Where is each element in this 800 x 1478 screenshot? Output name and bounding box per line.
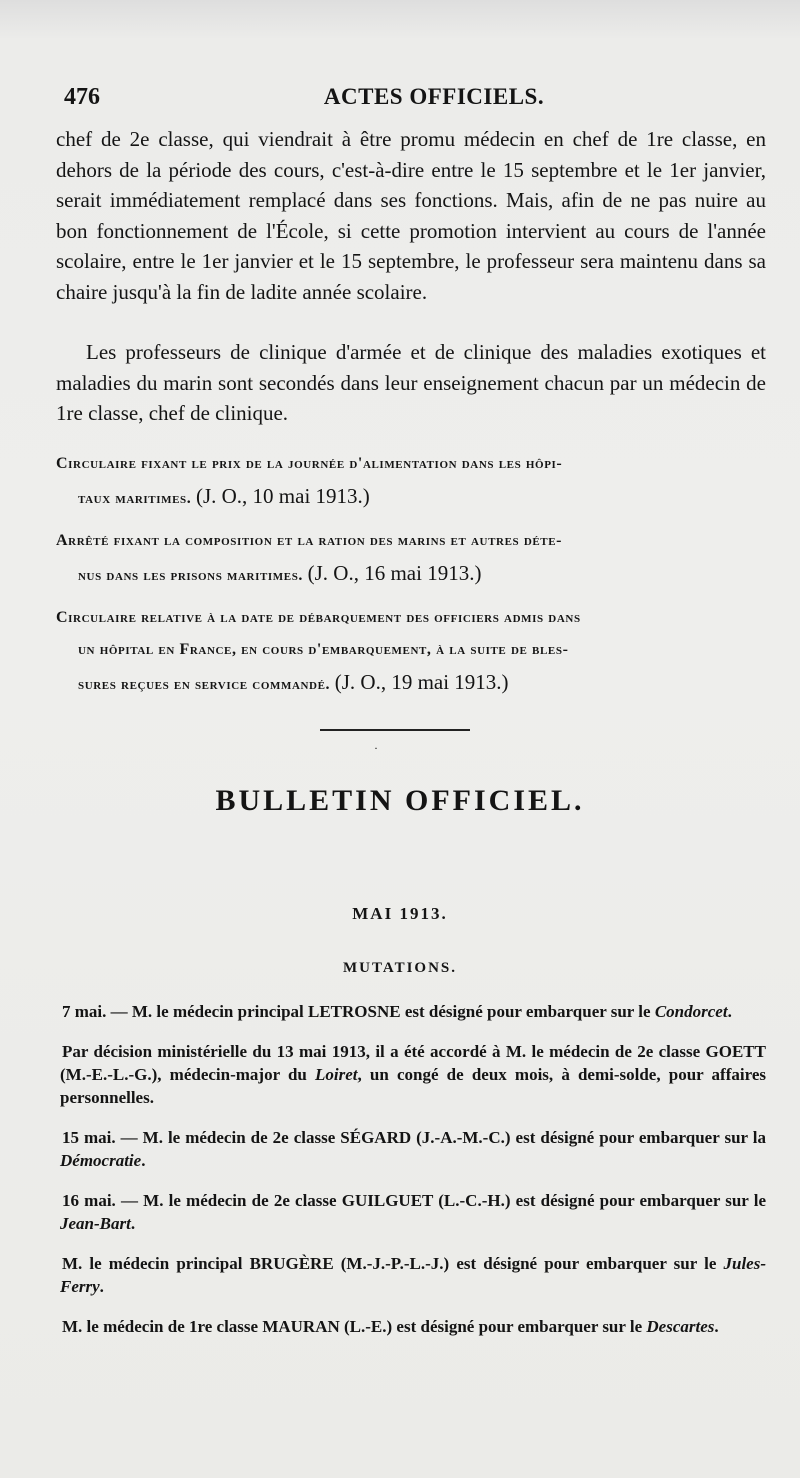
body-paragraph: Les professeurs de clinique d'armée et de clinique des maladies exotiques et maladies du marin sont secondés dans leur enseignement chacun par un médecin de 1re classe, chef de clinique. [56,340,766,425]
entry-reference: (J. O., 16 mai 1913.) [307,561,482,585]
page-header [64,84,764,114]
mutation-text-end: . [714,1317,719,1336]
mutation-text-end: . [99,1277,104,1296]
section-divider [320,726,470,766]
mutation-text: M. le médecin principal BRUGÈRE (M.-J.-P.-L.-J.) est désigné pour embarquer sur le [62,1254,724,1273]
entry-title-line: un hôpital en France, en cours d'embarquement, à la suite de bles- [78,641,569,658]
mutations-list [60,1000,766,1352]
ship-name: Descartes [646,1317,715,1336]
entry-title-line-text: taux maritimes. [78,490,192,507]
entry-title-line [56,666,766,701]
entry-reference: (J. O., 10 mai 1913.) [195,484,370,508]
mutation-entry [60,1252,766,1298]
mutation-entry [60,1315,766,1338]
official-entry [56,525,766,592]
entry-reference: (J. O., 19 mai 1913.) [334,670,509,694]
section-heading: MUTATIONS. [342,960,458,976]
body-paragraph: chef de 2e classe, qui viendrait à être promu médecin en chef de 1re classe, en dehors de la période des cours, c'est-à-dire entre le 15 septembre et le 1er janvier, serait immédiatement remplacé dans ses fonctions. Mais, afin de ne pas nuire au bon fonctionnement de l'École, si cette promotion intervient au cours de l'année scolaire, entre le 1er janvier et le 15 septembre, le professeur sera maintenu dans sa chaire jusqu'à la fin de ladite année scolaire. [56,127,766,304]
entry-title-line-text: sures reçues en service commandé. [78,676,331,693]
mutation-text-end: . [141,1151,146,1170]
divider-ornament: · [374,741,378,755]
running-title: ACTES OFFICIELS. [323,84,545,109]
entry-title-line: Circulaire relative à la date de débarquement des officiers admis dans [56,609,581,626]
mutation-text: M. le médecin de 1re classe MAURAN (L.-E.) est désigné pour embarquer sur le [62,1317,647,1336]
mutation-entry [60,1000,766,1023]
mutation-text-end: . [727,1002,732,1021]
ship-name: Jean-Bart [60,1214,131,1233]
bulletin-title: BULLETIN OFFICIEL. [215,784,585,817]
mutation-text: 16 mai. — M. le médecin de 2e classe GUILGUET (L.-C.-H.) est désigné pour embarquer sur le [62,1191,766,1210]
entry-title-line-text: nus dans les prisons maritimes. [78,567,304,584]
ship-name: Démocratie [60,1151,142,1170]
mutation-text-end: . [130,1214,136,1233]
ship-name: Condorcet [654,1002,728,1021]
ship-name: Jules-Ferry [60,1254,766,1296]
mutation-text: 7 mai. — M. le médecin principal LETROSNE est désigné pour embarquer sur le [62,1002,655,1021]
official-entry [56,602,766,701]
ship-name: Loiret [315,1065,358,1084]
entry-title-line: Circulaire fixant le prix de la journée d'alimentation dans les hôpi- [56,455,563,472]
page-number: 476 [64,84,100,110]
divider-rule [320,729,470,731]
mutation-entry [60,1126,766,1172]
mutation-entry [60,1189,766,1235]
mutation-text: 15 mai. — M. le médecin de 2e classe SÉGARD (J.-A.-M.-C.) est désigné pour embarquer sur la [62,1128,766,1147]
official-entry [56,448,766,515]
entry-title-line: Arrêté fixant la composition et la ration des marins et autres déte- [56,532,563,549]
entry-title-line [56,480,766,515]
month-heading: MAI 1913. [352,904,448,923]
mutation-entry [60,1040,766,1109]
official-entries [56,448,766,701]
entry-title-line [56,557,766,592]
mutation-text: Par décision ministérielle du 13 mai 1913, il a été accordé à M. le médecin de 2e classe GOETT (M.-E.-L.-G.), médecin-major du [60,1042,766,1084]
mutation-text-end: , un congé de deux mois, à demi-solde, pour affaires personnelles. [60,1065,766,1107]
